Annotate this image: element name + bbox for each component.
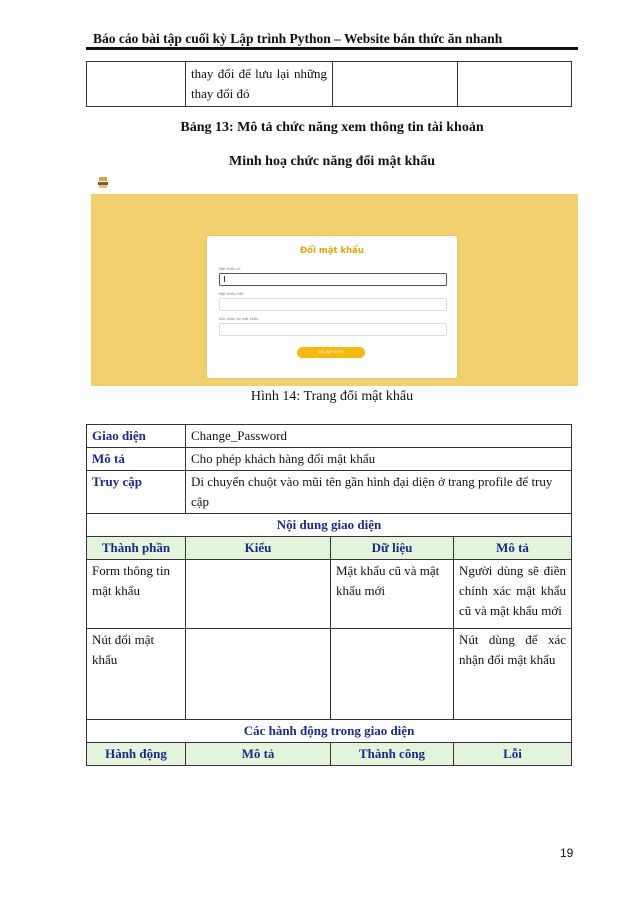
screenshot-navbar [91,172,578,195]
table-cell: Form thông tin mật khẩu [87,560,186,629]
column-header: Dữ liệu [331,537,454,560]
table-cell: Nút dùng để xác nhận đổi mật khẩu [454,629,572,720]
header-rule [86,47,578,50]
change-password-screenshot [91,172,578,386]
confirm-password-label: Xác nhận lại mật khẩu [219,317,259,321]
spec-table [86,424,572,766]
spec-value: Cho phép khách hàng đổi mật khẩu [186,448,572,471]
old-password-label: Mật khẩu cũ [219,267,241,271]
column-header: Mô tả [186,743,331,766]
spec-label: Truy cập [87,471,186,514]
change-password-button[interactable]: ĐỔI MẬT KHẨU [297,347,365,358]
change-password-card [207,236,457,378]
old-password-input[interactable] [219,273,447,286]
column-header: Lỗi [454,743,572,766]
column-header: Thành công [331,743,454,766]
new-password-label: Mật khẩu mới [219,292,243,296]
spec-value: Di chuyển chuột vào mũi tên gần hình đại diện ở trang profile để truy cập [186,471,572,514]
screenshot-background [91,194,578,386]
column-header: Kiểu [186,537,331,560]
column-header: Hành động [87,743,186,766]
table-cell [333,62,458,107]
table-cell: Người dùng sẽ điền chính xác mật khẩu cũ và mật khẩu mới [454,560,572,629]
table-cell: Mật khẩu cũ và mật khẩu mới [331,560,454,629]
spec-label: Giao diện [87,425,186,448]
spec-value: Change_Password [186,425,572,448]
table-cell [186,560,331,629]
spec-label: Mô tả [87,448,186,471]
page-header-title: Báo cáo bài tập cuối kỳ Lập trình Python – Website bán thức ăn nhanh [93,31,503,46]
text-caret [224,276,225,282]
table-cell [186,629,331,720]
illustration-caption: Minh hoạ chức năng đổi mật khẩu [228,154,435,169]
table-cell [87,62,186,107]
figure-14-caption: Hình 14: Trang đổi mật khẩu [250,389,414,404]
new-password-input[interactable] [219,298,447,311]
table-cell [458,62,572,107]
table-cell [331,629,454,720]
content-section-title: Nội dung giao diện [87,514,572,537]
store-logo-icon [97,176,109,190]
table-cell: Nút đổi mật khẩu [87,629,186,720]
confirm-password-input[interactable] [219,323,447,336]
column-header: Mô tả [454,537,572,560]
table-cell: thay đổi để lưu lại những thay đổi đó [186,62,333,107]
page-number: 19 [560,846,574,860]
form-title: Đổi mật khẩu [300,246,364,256]
column-header: Thành phần [87,537,186,560]
actions-section-title: Các hành động trong giao diện [87,720,572,743]
previous-table-continuation [86,61,572,107]
table-13-caption: Bảng 13: Mô tả chức năng xem thông tin tài khoản [180,120,484,135]
